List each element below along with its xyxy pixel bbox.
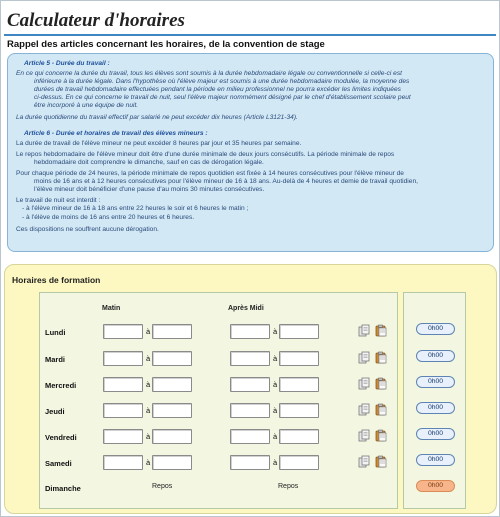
range-separator: à — [273, 327, 278, 336]
day-label: Mardi — [45, 355, 66, 364]
range-separator: à — [273, 380, 278, 389]
range-separator: à — [273, 406, 278, 415]
article-6-night-work — [16, 197, 485, 221]
range-separator: à — [146, 327, 151, 336]
range-separator: à — [146, 354, 151, 363]
day-label: Lundi — [45, 328, 66, 337]
day-total: 0h00 — [416, 323, 455, 335]
day-row-vendredi — [40, 429, 399, 449]
copy-icon[interactable] — [358, 403, 370, 416]
article-6-line: moins de 16 ans et à 12 heures consécutives pour l'élève mineur de 16 à 18 ans. Au-delà de 4 heures et demie de travail quotidien, — [34, 178, 418, 186]
sunday-total: 0h00 — [416, 480, 455, 492]
afternoon-start-input[interactable] — [230, 455, 270, 470]
section-subtitle: Rappel des articles concernant les horaires, de la convention de stage — [7, 39, 325, 50]
copy-icon[interactable] — [358, 324, 370, 337]
range-separator: à — [273, 354, 278, 363]
article-6-paragraph-3 — [16, 170, 485, 194]
paste-icon[interactable] — [375, 324, 387, 337]
day-label: Vendredi — [45, 433, 77, 442]
copy-icon[interactable] — [358, 455, 370, 468]
copy-icon[interactable] — [358, 377, 370, 390]
afternoon-end-input[interactable] — [279, 429, 319, 444]
copy-icon[interactable] — [358, 429, 370, 442]
column-header-matin: Matin — [102, 305, 121, 312]
horaires-title: Horaires de formation — [12, 275, 101, 285]
horaires-panel — [4, 264, 497, 514]
list-item: - à l'élève mineur de 16 à 18 ans entre 22 heures le soir et 6 heures le matin ; — [22, 205, 249, 213]
afternoon-end-input[interactable] — [279, 324, 319, 339]
afternoon-start-input[interactable] — [230, 429, 270, 444]
range-separator: à — [146, 406, 151, 415]
paste-icon[interactable] — [375, 351, 387, 364]
morning-start-input[interactable] — [103, 377, 143, 392]
article-6-line: Pour chaque période de 24 heures, la période minimale de repos quotidien est fixée à 14 heures consécutives pour l'élève mineur de — [16, 170, 404, 178]
title-divider — [4, 34, 496, 36]
day-total: 0h00 — [416, 454, 455, 466]
range-separator: à — [273, 432, 278, 441]
day-label: Dimanche — [45, 484, 81, 493]
range-separator: à — [146, 458, 151, 467]
day-total: 0h00 — [416, 428, 455, 440]
article-5-paragraph-2: La durée quotidienne du travail effectif par salarié ne peut excéder dix heures (Article L3121-34). — [16, 113, 298, 121]
paste-icon[interactable] — [375, 429, 387, 442]
day-total: 0h00 — [416, 350, 455, 362]
day-row-mardi — [40, 351, 399, 371]
day-row-dimanche — [40, 480, 399, 500]
article-6-paragraph-2 — [16, 151, 485, 167]
afternoon-end-input[interactable] — [279, 403, 319, 418]
morning-end-input[interactable] — [152, 429, 192, 444]
afternoon-end-input[interactable] — [279, 351, 319, 366]
morning-start-input[interactable] — [103, 429, 143, 444]
afternoon-end-input[interactable] — [279, 377, 319, 392]
day-label: Mercredi — [45, 381, 77, 390]
schedule-grid — [39, 292, 398, 509]
article-6-line: l'élève mineur doit bénéficier d'une pause d'au moins 30 minutes consécutives. — [34, 186, 265, 194]
article-6-paragraph-5: Ces dispositions ne souffrent aucune dérogation. — [16, 225, 159, 233]
article-5-line: ci-dessus. En ce qui concerne le travail de nuit, seul l'élève majeur nommément désigné par le chef d'établissement scolaire peut — [34, 94, 411, 102]
copy-icon[interactable] — [358, 351, 370, 364]
rest-label-afternoon: Repos — [278, 483, 299, 490]
article-5-line: inférieure à la durée légale. Dans l'hypothèse où l'élève majeur est soumis à une durée hebdomadaire modulée, la moyenne des — [34, 78, 410, 86]
morning-end-input[interactable] — [152, 403, 192, 418]
day-label: Jeudi — [45, 407, 65, 416]
articles-panel — [7, 53, 494, 252]
article-6-line: hebdomadaire doit comprendre le dimanche, sauf en cas de dérogation légale. — [34, 158, 264, 166]
article-5-line: En ce qui concerne la durée du travail, tous les élèves sont soumis à la durée hebdomadaire légale ou conventionnelle si celle-ci est — [16, 70, 402, 78]
rest-label-morning: Repos — [152, 483, 173, 490]
day-row-samedi — [40, 455, 399, 475]
afternoon-end-input[interactable] — [279, 455, 319, 470]
article-5-line: être incorporé à une équipe de nuit. — [34, 102, 139, 110]
day-row-mercredi — [40, 377, 399, 397]
day-total: 0h00 — [416, 402, 455, 414]
day-total: 0h00 — [416, 376, 455, 388]
day-label: Samedi — [45, 459, 72, 468]
afternoon-start-input[interactable] — [230, 377, 270, 392]
range-separator: à — [146, 380, 151, 389]
range-separator: à — [273, 458, 278, 467]
day-row-jeudi — [40, 403, 399, 423]
range-separator: à — [146, 432, 151, 441]
page-title: Calculateur d'horaires — [7, 10, 185, 31]
article-6-paragraph-1: La durée de travail de l'élève mineur ne peut excéder 8 heures par jour et 35 heures par semaine. — [16, 139, 302, 147]
morning-start-input[interactable] — [103, 455, 143, 470]
morning-start-input[interactable] — [103, 324, 143, 339]
morning-start-input[interactable] — [103, 351, 143, 366]
article-6-line: Le repos hebdomadaire de l'élève mineur doit être d'une durée minimale de deux jours consécutifs. La période minimale de repos — [16, 150, 395, 158]
article-5-paragraph — [16, 70, 485, 110]
morning-start-input[interactable] — [103, 403, 143, 418]
paste-icon[interactable] — [375, 455, 387, 468]
column-header-apres-midi: Après Midi — [228, 305, 264, 312]
morning-end-input[interactable] — [152, 455, 192, 470]
day-row-lundi — [40, 324, 399, 344]
article-5-line: durées de travail hebdomadaire effectuées pendant la période en milieu professionnel ne pourra excéder les limites indiquées — [34, 86, 401, 94]
morning-end-input[interactable] — [152, 377, 192, 392]
afternoon-start-input[interactable] — [230, 351, 270, 366]
morning-end-input[interactable] — [152, 351, 192, 366]
paste-icon[interactable] — [375, 403, 387, 416]
totals-column — [403, 292, 466, 509]
morning-end-input[interactable] — [152, 324, 192, 339]
article-6-line: Le travail de nuit est interdit : — [16, 197, 101, 205]
paste-icon[interactable] — [375, 377, 387, 390]
list-item: - à l'élève de moins de 16 ans entre 20 heures et 6 heures. — [22, 213, 195, 221]
afternoon-start-input[interactable] — [230, 403, 270, 418]
afternoon-start-input[interactable] — [230, 324, 270, 339]
article-5-heading: Article 5 - Durée du travail : — [24, 60, 110, 67]
article-6-heading: Article 6 - Durée et horaires de travail des élèves mineurs : — [24, 129, 208, 137]
